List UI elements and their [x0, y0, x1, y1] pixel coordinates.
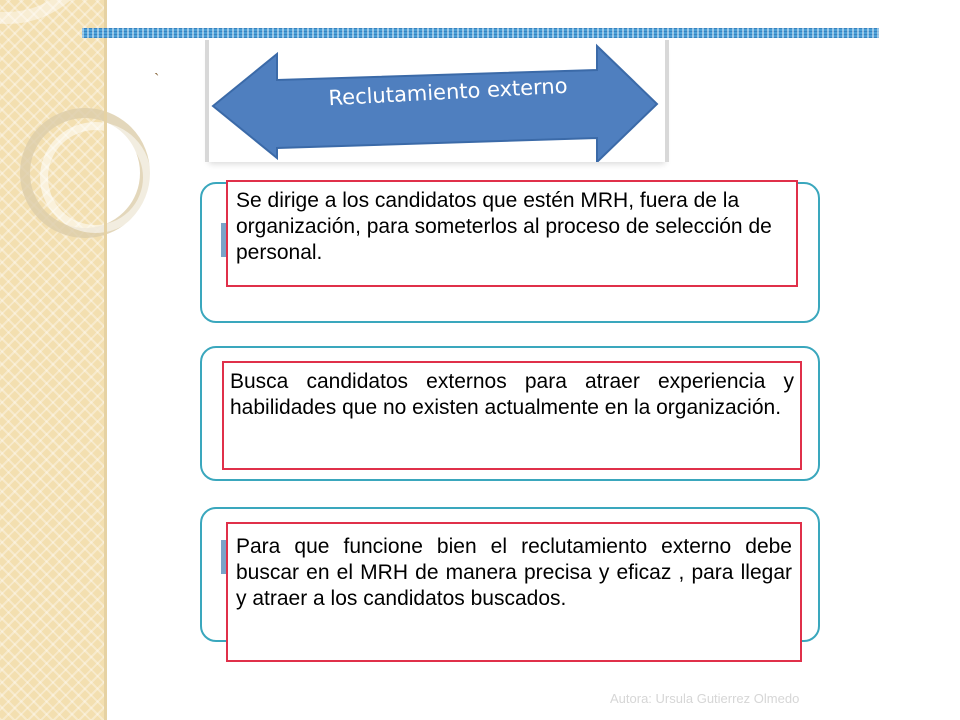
decorative-circle	[40, 122, 151, 233]
author-credit: Autora: Ursula Gutierrez Olmedo	[610, 691, 800, 706]
slide-title: Reclutamiento externo	[327, 73, 569, 111]
text-block-2: Busca candidatos externos para atraer experiencia y habilidades que no existen actualmente en la organización.	[222, 361, 802, 470]
strip-edge	[104, 0, 107, 720]
decorative-circle	[0, 0, 104, 24]
tick-mark: `	[154, 71, 160, 88]
decorative-left-strip	[0, 0, 106, 720]
text-block-3: Para que funcione bien el reclutamiento externo debe buscar en el MRH de manera precisa y eficaz , para llegar y atraer a los candidatos buscados.	[226, 522, 802, 662]
text-block-1: Se dirige a los candidatos que estén MRH, fuera de la organización, para someterlos al proceso de selección de personal.	[226, 180, 798, 287]
decorative-top-band	[82, 28, 879, 38]
